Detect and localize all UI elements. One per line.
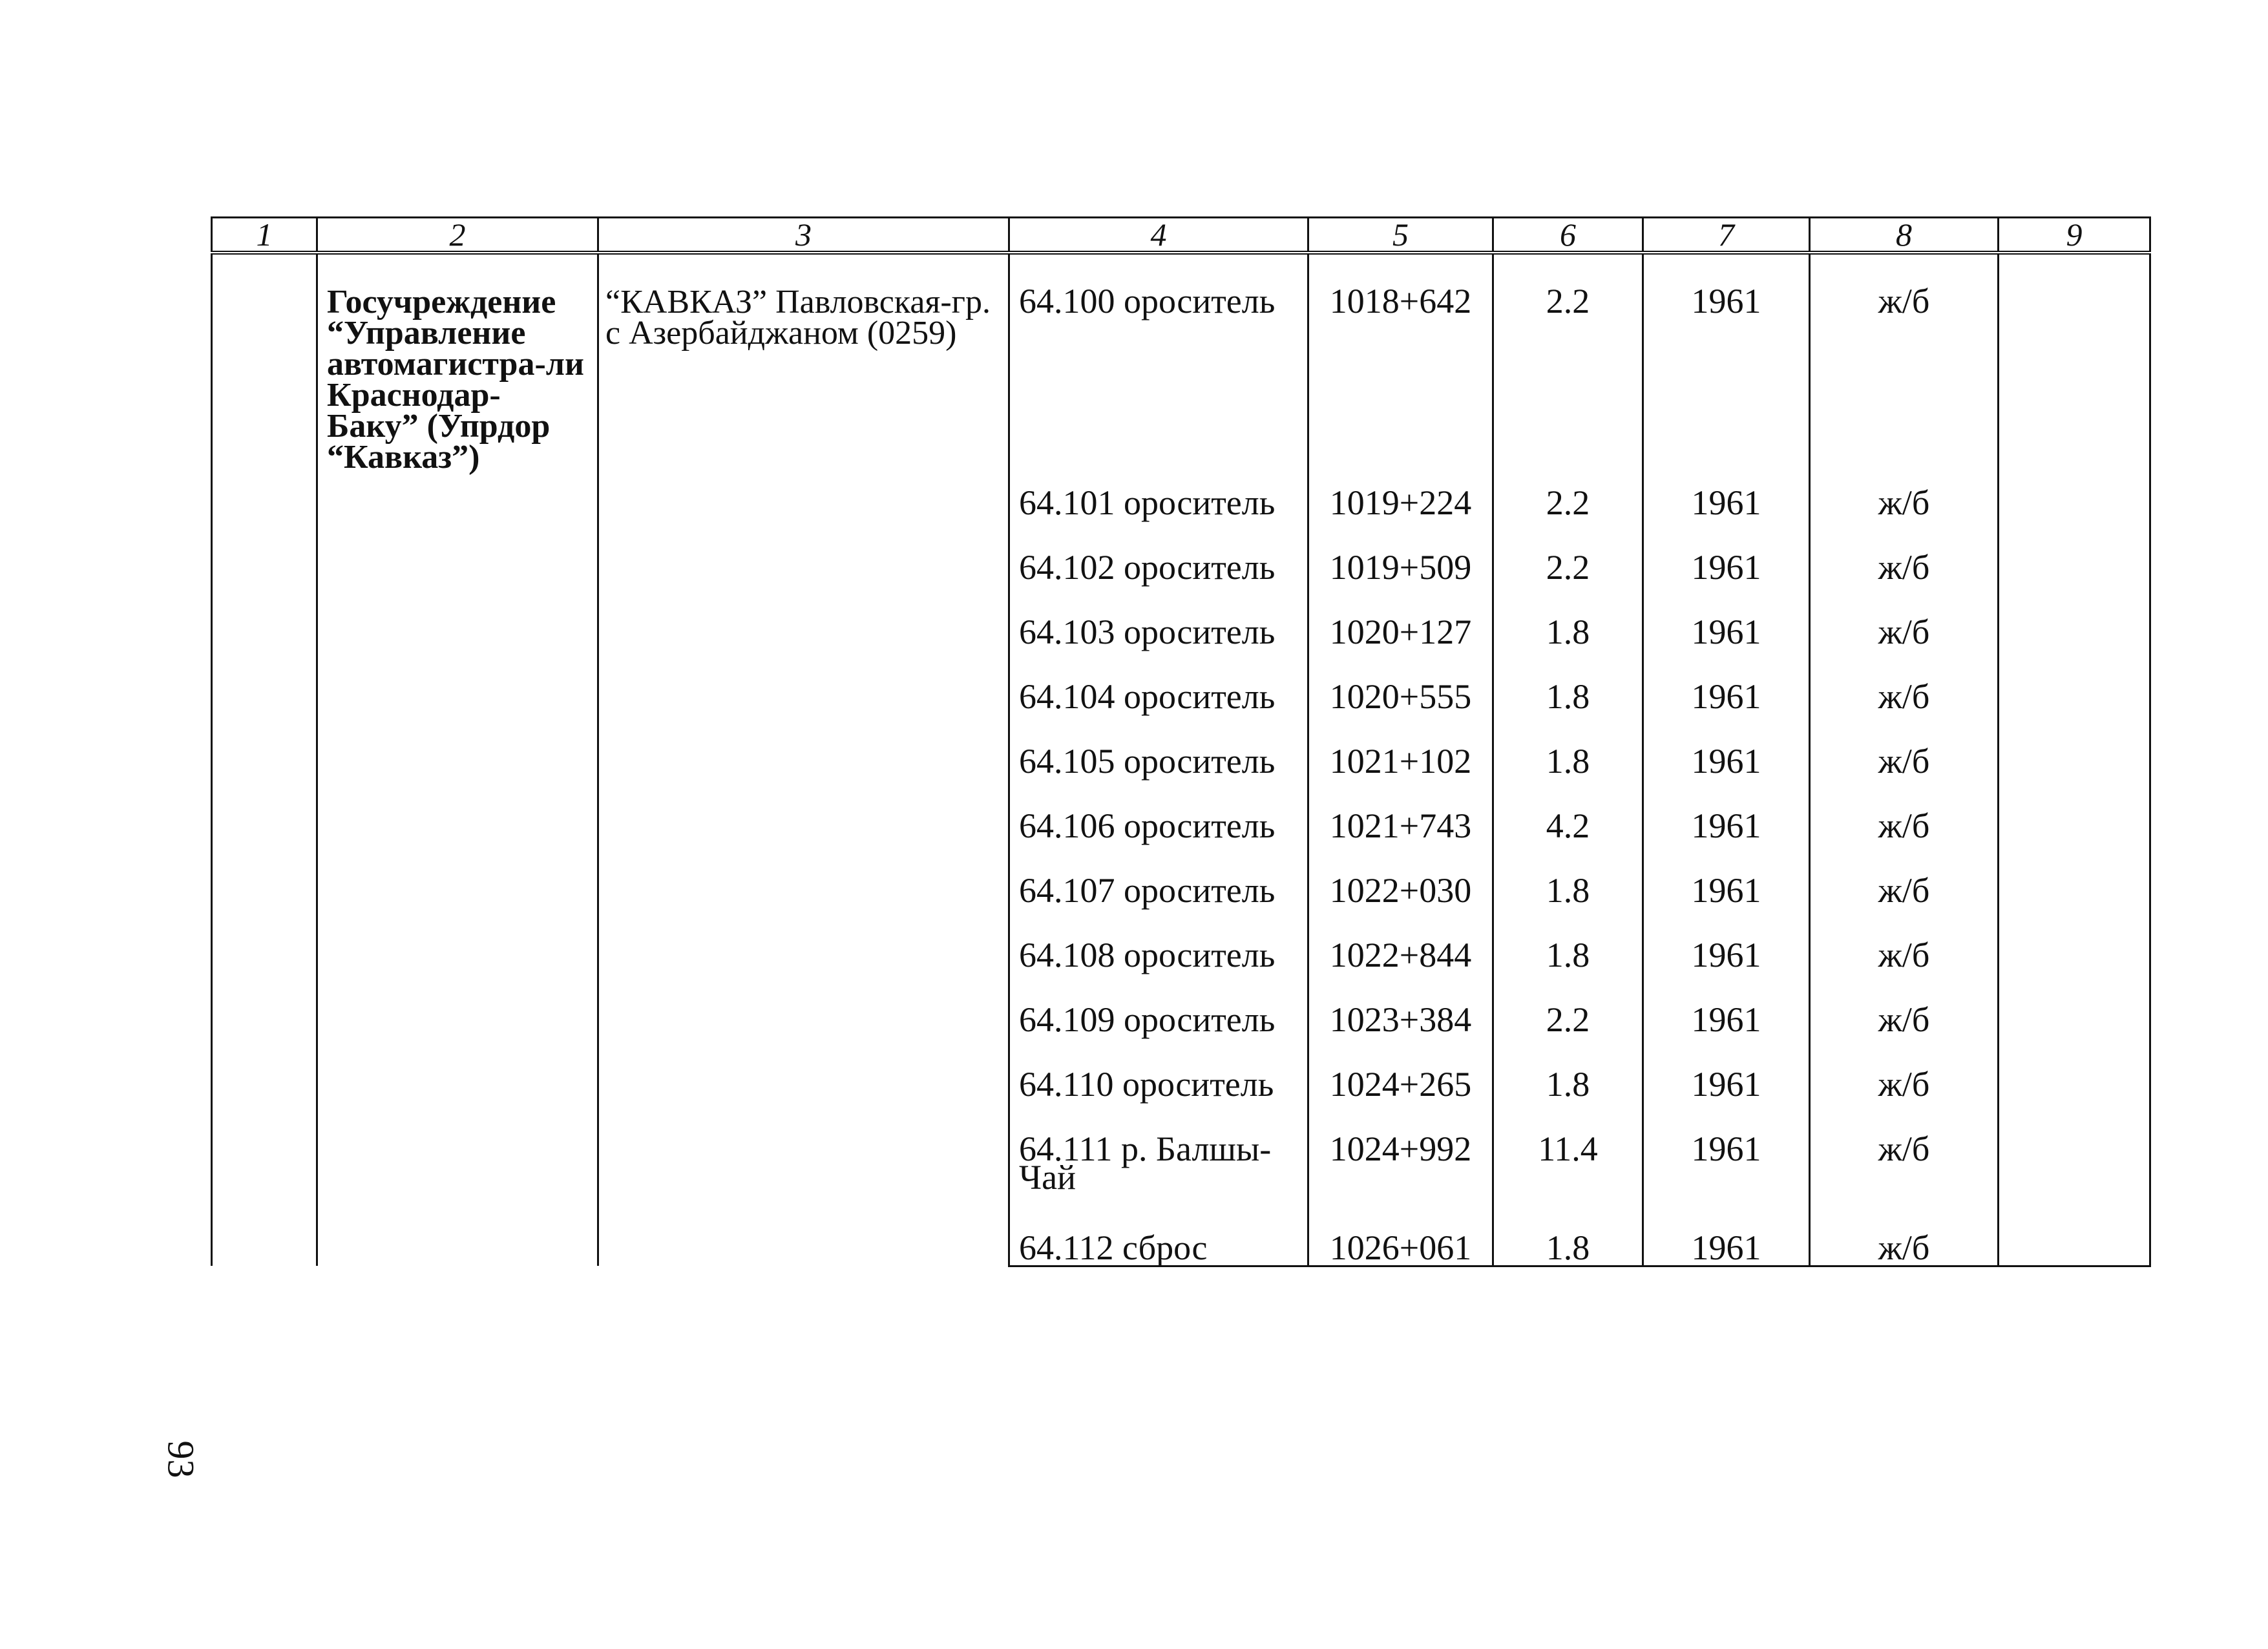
year-value: 1961 — [1643, 1064, 1810, 1128]
note-value — [1999, 740, 2150, 805]
length-value: 1.8 — [1493, 1064, 1643, 1128]
object-name: 64.104 ороситель — [1009, 676, 1308, 740]
year-value: 1961 — [1643, 1227, 1810, 1266]
object-name: 64.110 ороситель — [1009, 1064, 1308, 1128]
year-value: 1961 — [1643, 999, 1810, 1064]
note-value — [1999, 482, 2150, 547]
material-value: ж/б — [1810, 1128, 1999, 1227]
km-value: 1020+555 — [1308, 676, 1493, 740]
km-value: 1020+127 — [1308, 611, 1493, 676]
km-value: 1018+642 — [1308, 253, 1493, 482]
length-value: 1.8 — [1493, 870, 1643, 934]
note-value — [1999, 1227, 2150, 1266]
note-value — [1999, 999, 2150, 1064]
km-value: 1021+743 — [1308, 805, 1493, 870]
header-col-1: 1 — [212, 218, 317, 253]
year-value: 1961 — [1643, 1128, 1810, 1227]
material-value: ж/б — [1810, 999, 1999, 1064]
km-value: 1022+030 — [1308, 870, 1493, 934]
object-name: 64.112 сброс — [1009, 1227, 1308, 1266]
km-value: 1019+509 — [1308, 547, 1493, 611]
table-row — [212, 253, 2150, 482]
material-value: ж/б — [1810, 934, 1999, 999]
length-value: 2.2 — [1493, 999, 1643, 1064]
object-name: 64.111 р. Балшы-Чай — [1009, 1128, 1308, 1227]
material-value: ж/б — [1810, 1064, 1999, 1128]
organization-cell: Госучреждение “Управление автомагистра-ли Краснодар-Баку” (Упрдор “Кавказ”) — [317, 253, 598, 1266]
material-value: ж/б — [1810, 805, 1999, 870]
row-index-cell — [212, 253, 317, 1266]
object-name: 64.102 ороситель — [1009, 547, 1308, 611]
object-name: 64.108 ороситель — [1009, 934, 1308, 999]
length-value: 11.4 — [1493, 1128, 1643, 1227]
km-value: 1021+102 — [1308, 740, 1493, 805]
length-value: 2.2 — [1493, 482, 1643, 547]
note-value — [1999, 611, 2150, 676]
note-value — [1999, 1064, 2150, 1128]
length-value: 4.2 — [1493, 805, 1643, 870]
km-value: 1024+992 — [1308, 1128, 1493, 1227]
year-value: 1961 — [1643, 740, 1810, 805]
note-value — [1999, 547, 2150, 611]
material-value: ж/б — [1810, 253, 1999, 482]
note-value — [1999, 934, 2150, 999]
km-value: 1023+384 — [1308, 999, 1493, 1064]
page-number: 93 — [160, 1440, 202, 1478]
header-col-9: 9 — [1999, 218, 2150, 253]
length-value: 2.2 — [1493, 253, 1643, 482]
year-value: 1961 — [1643, 547, 1810, 611]
length-value: 2.2 — [1493, 547, 1643, 611]
length-value: 1.8 — [1493, 934, 1643, 999]
header-col-5: 5 — [1308, 218, 1493, 253]
material-value: ж/б — [1810, 676, 1999, 740]
km-value: 1024+265 — [1308, 1064, 1493, 1128]
object-name: 64.100 ороситель — [1009, 253, 1308, 482]
year-value: 1961 — [1643, 870, 1810, 934]
km-value: 1022+844 — [1308, 934, 1493, 999]
km-value: 1026+061 — [1308, 1227, 1493, 1266]
road-cell: “КАВКАЗ” Павловская-гр. с Азербайджаном (0259) — [598, 253, 1009, 1266]
note-value — [1999, 1128, 2150, 1227]
material-value: ж/б — [1810, 1227, 1999, 1266]
year-value: 1961 — [1643, 482, 1810, 547]
header-col-6: 6 — [1493, 218, 1643, 253]
material-value: ж/б — [1810, 740, 1999, 805]
material-value: ж/б — [1810, 611, 1999, 676]
length-value: 1.8 — [1493, 676, 1643, 740]
year-value: 1961 — [1643, 253, 1810, 482]
length-value: 1.8 — [1493, 1227, 1643, 1266]
header-col-3: 3 — [598, 218, 1009, 253]
year-value: 1961 — [1643, 805, 1810, 870]
note-value — [1999, 870, 2150, 934]
length-value: 1.8 — [1493, 740, 1643, 805]
object-name: 64.106 ороситель — [1009, 805, 1308, 870]
material-value: ж/б — [1810, 547, 1999, 611]
header-row — [212, 218, 2150, 253]
material-value: ж/б — [1810, 482, 1999, 547]
header-col-4: 4 — [1009, 218, 1308, 253]
object-name: 64.107 ороситель — [1009, 870, 1308, 934]
header-col-2: 2 — [317, 218, 598, 253]
bridge-table — [211, 216, 2151, 1267]
object-name: 64.105 ороситель — [1009, 740, 1308, 805]
year-value: 1961 — [1643, 934, 1810, 999]
object-name: 64.103 ороситель — [1009, 611, 1308, 676]
year-value: 1961 — [1643, 676, 1810, 740]
note-value — [1999, 676, 2150, 740]
note-value — [1999, 805, 2150, 870]
note-value — [1999, 253, 2150, 482]
year-value: 1961 — [1643, 611, 1810, 676]
header-col-8: 8 — [1810, 218, 1999, 253]
header-col-7: 7 — [1643, 218, 1810, 253]
object-name: 64.101 ороситель — [1009, 482, 1308, 547]
km-value: 1019+224 — [1308, 482, 1493, 547]
material-value: ж/б — [1810, 870, 1999, 934]
object-name: 64.109 ороситель — [1009, 999, 1308, 1064]
length-value: 1.8 — [1493, 611, 1643, 676]
